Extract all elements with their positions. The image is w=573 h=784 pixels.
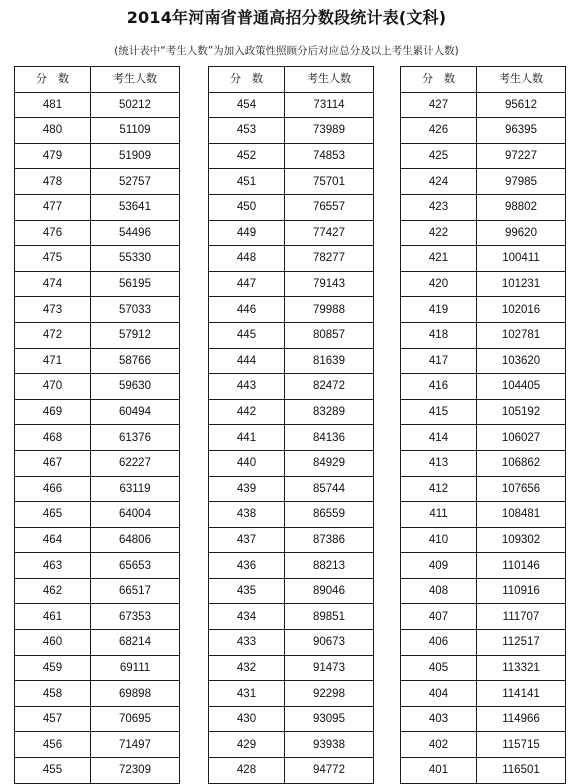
table-row <box>401 502 566 528</box>
count-cell: 111707 <box>477 604 566 630</box>
count-cell: 94772 <box>285 758 374 784</box>
score-cell: 415 <box>401 399 477 425</box>
score-cell: 463 <box>15 553 91 579</box>
table-row <box>15 143 180 169</box>
table-row <box>209 681 374 707</box>
score-cell: 456 <box>15 732 91 758</box>
count-cell: 81639 <box>285 348 374 374</box>
table-row <box>209 246 374 272</box>
table-row <box>401 399 566 425</box>
table-row <box>209 297 374 323</box>
count-cell: 93095 <box>285 706 374 732</box>
count-cell: 89851 <box>285 604 374 630</box>
count-cell: 75701 <box>285 169 374 195</box>
table-row <box>15 297 180 323</box>
count-cell: 62227 <box>91 450 180 476</box>
count-cell: 96395 <box>477 118 566 144</box>
score-cell: 411 <box>401 502 477 528</box>
score-cell: 404 <box>401 681 477 707</box>
table-row <box>15 732 180 758</box>
count-cell: 112517 <box>477 630 566 656</box>
score-cell: 434 <box>209 604 285 630</box>
table-row <box>209 220 374 246</box>
count-cell: 63119 <box>91 476 180 502</box>
score-cell: 444 <box>209 348 285 374</box>
count-cell: 100411 <box>477 246 566 272</box>
table-row <box>401 322 566 348</box>
count-cell: 97227 <box>477 143 566 169</box>
score-cell: 477 <box>15 194 91 220</box>
score-cell: 406 <box>401 630 477 656</box>
table-row <box>401 706 566 732</box>
count-cell: 65653 <box>91 553 180 579</box>
count-cell: 114966 <box>477 706 566 732</box>
count-cell: 107656 <box>477 476 566 502</box>
count-cell: 86559 <box>285 502 374 528</box>
count-cell: 102016 <box>477 297 566 323</box>
score-cell: 412 <box>401 476 477 502</box>
count-cell: 69898 <box>91 681 180 707</box>
count-cell: 108481 <box>477 502 566 528</box>
count-cell: 93938 <box>285 732 374 758</box>
table-row <box>209 348 374 374</box>
score-cell: 453 <box>209 118 285 144</box>
table-row <box>209 118 374 144</box>
score-cell: 432 <box>209 655 285 681</box>
score-cell: 423 <box>401 194 477 220</box>
count-cell: 83289 <box>285 399 374 425</box>
score-cell: 457 <box>15 706 91 732</box>
score-cell: 430 <box>209 706 285 732</box>
score-cell: 402 <box>401 732 477 758</box>
count-cell: 50212 <box>91 92 180 118</box>
table-row <box>401 194 566 220</box>
table-row <box>209 630 374 656</box>
count-cell: 91473 <box>285 655 374 681</box>
count-cell: 66517 <box>91 578 180 604</box>
score-cell: 447 <box>209 271 285 297</box>
score-cell: 408 <box>401 578 477 604</box>
table-row <box>15 194 180 220</box>
table-row <box>401 681 566 707</box>
score-header: 分 数 <box>401 67 477 93</box>
table-row <box>15 553 180 579</box>
score-cell: 413 <box>401 450 477 476</box>
score-cell: 419 <box>401 297 477 323</box>
count-cell: 55330 <box>91 246 180 272</box>
count-cell: 89046 <box>285 578 374 604</box>
table-row <box>401 758 566 784</box>
table-row <box>209 732 374 758</box>
count-cell: 71497 <box>91 732 180 758</box>
count-cell: 80857 <box>285 322 374 348</box>
score-cell: 481 <box>15 92 91 118</box>
score-cell: 405 <box>401 655 477 681</box>
score-cell: 438 <box>209 502 285 528</box>
table-row <box>401 348 566 374</box>
table-row <box>401 169 566 195</box>
score-cell: 417 <box>401 348 477 374</box>
score-cell: 435 <box>209 578 285 604</box>
score-cell: 428 <box>209 758 285 784</box>
score-cell: 464 <box>15 527 91 553</box>
table-row <box>15 118 180 144</box>
score-cell: 478 <box>15 169 91 195</box>
score-header: 分 数 <box>209 67 285 93</box>
count-cell: 104405 <box>477 374 566 400</box>
table-row <box>401 732 566 758</box>
score-cell: 466 <box>15 476 91 502</box>
score-cell: 472 <box>15 322 91 348</box>
count-cell: 59630 <box>91 374 180 400</box>
count-cell: 56195 <box>91 271 180 297</box>
count-header: 考生人数 <box>91 67 180 93</box>
count-cell: 57033 <box>91 297 180 323</box>
count-cell: 77427 <box>285 220 374 246</box>
score-cell: 409 <box>401 553 477 579</box>
table-row <box>401 297 566 323</box>
table-row <box>401 92 566 118</box>
table-row <box>209 502 374 528</box>
count-cell: 110146 <box>477 553 566 579</box>
score-cell: 470 <box>15 374 91 400</box>
score-header: 分 数 <box>15 67 91 93</box>
score-cell: 475 <box>15 246 91 272</box>
count-cell: 115715 <box>477 732 566 758</box>
table-header-row <box>15 67 180 93</box>
table-row <box>15 92 180 118</box>
score-cell: 424 <box>401 169 477 195</box>
score-table-1 <box>14 66 180 784</box>
table-row <box>209 758 374 784</box>
table-row <box>209 425 374 451</box>
table-row <box>209 92 374 118</box>
score-cell: 462 <box>15 578 91 604</box>
score-table-2 <box>208 66 374 784</box>
score-cell: 418 <box>401 322 477 348</box>
score-cell: 460 <box>15 630 91 656</box>
score-cell: 446 <box>209 297 285 323</box>
count-cell: 73114 <box>285 92 374 118</box>
count-cell: 58766 <box>91 348 180 374</box>
score-cell: 476 <box>15 220 91 246</box>
count-cell: 92298 <box>285 681 374 707</box>
count-cell: 106862 <box>477 450 566 476</box>
table-row <box>401 118 566 144</box>
table-row <box>209 143 374 169</box>
count-cell: 116501 <box>477 758 566 784</box>
score-cell: 401 <box>401 758 477 784</box>
count-cell: 110916 <box>477 578 566 604</box>
score-cell: 416 <box>401 374 477 400</box>
count-cell: 67353 <box>91 604 180 630</box>
count-cell: 79988 <box>285 297 374 323</box>
table-row <box>401 246 566 272</box>
table-row <box>15 476 180 502</box>
count-cell: 87386 <box>285 527 374 553</box>
score-cell: 455 <box>15 758 91 784</box>
count-cell: 101231 <box>477 271 566 297</box>
table-row <box>15 169 180 195</box>
table-row <box>15 527 180 553</box>
score-cell: 429 <box>209 732 285 758</box>
count-cell: 52757 <box>91 169 180 195</box>
table-row <box>401 553 566 579</box>
score-cell: 452 <box>209 143 285 169</box>
count-cell: 51909 <box>91 143 180 169</box>
score-cell: 427 <box>401 92 477 118</box>
table-row <box>209 476 374 502</box>
count-cell: 102781 <box>477 322 566 348</box>
table-row <box>15 246 180 272</box>
score-cell: 443 <box>209 374 285 400</box>
table-row <box>401 425 566 451</box>
table-row <box>401 630 566 656</box>
score-cell: 451 <box>209 169 285 195</box>
count-cell: 51109 <box>91 118 180 144</box>
score-cell: 420 <box>401 271 477 297</box>
table-row <box>401 271 566 297</box>
count-cell: 76557 <box>285 194 374 220</box>
count-cell: 99620 <box>477 220 566 246</box>
count-cell: 95612 <box>477 92 566 118</box>
table-row <box>209 527 374 553</box>
score-cell: 465 <box>15 502 91 528</box>
score-cell: 473 <box>15 297 91 323</box>
table-row <box>209 706 374 732</box>
table-row <box>401 476 566 502</box>
score-cell: 474 <box>15 271 91 297</box>
table-row <box>15 630 180 656</box>
table-row <box>15 655 180 681</box>
table-row <box>209 553 374 579</box>
count-cell: 74853 <box>285 143 374 169</box>
count-cell: 113321 <box>477 655 566 681</box>
count-cell: 53641 <box>91 194 180 220</box>
score-cell: 425 <box>401 143 477 169</box>
table-header-row <box>209 67 374 93</box>
page-title: 2014年河南省普通高招分数段统计表(文科) <box>126 8 447 27</box>
count-cell: 98802 <box>477 194 566 220</box>
table-row <box>401 220 566 246</box>
score-cell: 436 <box>209 553 285 579</box>
count-cell: 114141 <box>477 681 566 707</box>
table-row <box>209 322 374 348</box>
count-cell: 60494 <box>91 399 180 425</box>
count-cell: 103620 <box>477 348 566 374</box>
table-row <box>209 604 374 630</box>
table-row <box>15 220 180 246</box>
count-cell: 69111 <box>91 655 180 681</box>
table-row <box>401 578 566 604</box>
score-cell: 433 <box>209 630 285 656</box>
score-cell: 449 <box>209 220 285 246</box>
count-cell: 82472 <box>285 374 374 400</box>
score-cell: 471 <box>15 348 91 374</box>
count-cell: 90673 <box>285 630 374 656</box>
table-note: (统计表中“考生人数”为加入政策性照顾分后对应总分及以上考生累计人数) <box>114 45 459 57</box>
table-row <box>15 706 180 732</box>
table-row <box>209 578 374 604</box>
score-cell: 448 <box>209 246 285 272</box>
table-row <box>209 169 374 195</box>
count-header: 考生人数 <box>477 67 566 93</box>
table-row <box>401 143 566 169</box>
count-cell: 68214 <box>91 630 180 656</box>
table-row <box>15 374 180 400</box>
score-cell: 431 <box>209 681 285 707</box>
table-row <box>15 348 180 374</box>
table-row <box>209 450 374 476</box>
count-cell: 106027 <box>477 425 566 451</box>
score-cell: 468 <box>15 425 91 451</box>
count-cell: 70695 <box>91 706 180 732</box>
table-row <box>15 425 180 451</box>
table-row <box>15 681 180 707</box>
score-cell: 445 <box>209 322 285 348</box>
count-cell: 57912 <box>91 322 180 348</box>
score-cell: 459 <box>15 655 91 681</box>
count-cell: 84929 <box>285 450 374 476</box>
score-cell: 469 <box>15 399 91 425</box>
table-row <box>15 271 180 297</box>
table-row <box>15 758 180 784</box>
count-cell: 72309 <box>91 758 180 784</box>
score-cell: 414 <box>401 425 477 451</box>
count-cell: 78277 <box>285 246 374 272</box>
score-cell: 437 <box>209 527 285 553</box>
count-cell: 73989 <box>285 118 374 144</box>
score-cell: 410 <box>401 527 477 553</box>
table-row <box>209 655 374 681</box>
table-row <box>15 399 180 425</box>
score-cell: 426 <box>401 118 477 144</box>
count-cell: 64004 <box>91 502 180 528</box>
score-cell: 403 <box>401 706 477 732</box>
count-cell: 97985 <box>477 169 566 195</box>
score-cell: 407 <box>401 604 477 630</box>
table-row <box>401 527 566 553</box>
table-row <box>401 655 566 681</box>
table-row <box>209 271 374 297</box>
count-header: 考生人数 <box>285 67 374 93</box>
count-cell: 84136 <box>285 425 374 451</box>
table-row <box>401 450 566 476</box>
score-cell: 480 <box>15 118 91 144</box>
table-header-row <box>401 67 566 93</box>
score-cell: 450 <box>209 194 285 220</box>
score-tables <box>14 66 566 777</box>
table-row <box>209 374 374 400</box>
table-row <box>15 450 180 476</box>
score-cell: 421 <box>401 246 477 272</box>
table-row <box>401 604 566 630</box>
score-cell: 461 <box>15 604 91 630</box>
count-cell: 54496 <box>91 220 180 246</box>
score-cell: 458 <box>15 681 91 707</box>
count-cell: 85744 <box>285 476 374 502</box>
count-cell: 61376 <box>91 425 180 451</box>
score-table-3 <box>400 66 566 784</box>
table-row <box>401 374 566 400</box>
count-cell: 79143 <box>285 271 374 297</box>
score-cell: 440 <box>209 450 285 476</box>
score-cell: 479 <box>15 143 91 169</box>
table-row <box>15 578 180 604</box>
table-row <box>15 502 180 528</box>
count-cell: 64806 <box>91 527 180 553</box>
score-cell: 422 <box>401 220 477 246</box>
table-row <box>15 604 180 630</box>
score-cell: 442 <box>209 399 285 425</box>
score-cell: 454 <box>209 92 285 118</box>
score-cell: 441 <box>209 425 285 451</box>
count-cell: 105192 <box>477 399 566 425</box>
table-row <box>209 399 374 425</box>
score-cell: 439 <box>209 476 285 502</box>
count-cell: 88213 <box>285 553 374 579</box>
score-cell: 467 <box>15 450 91 476</box>
count-cell: 109302 <box>477 527 566 553</box>
table-row <box>15 322 180 348</box>
table-row <box>209 194 374 220</box>
